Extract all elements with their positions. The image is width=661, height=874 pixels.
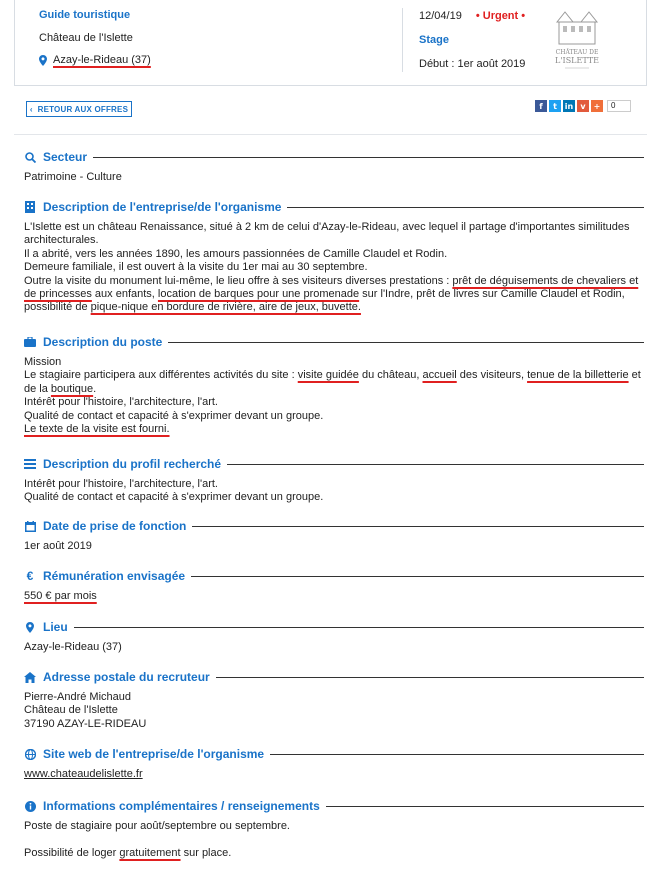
list-icon xyxy=(24,458,36,470)
header-divider xyxy=(402,8,403,72)
section-text: Intérêt pour l'histoire, l'architecture, l'art. Qualité de contact et capacité à s'exprimer devant un groupe. xyxy=(24,478,324,504)
divider xyxy=(14,134,647,135)
linkedin-icon[interactable]: in xyxy=(564,101,574,111)
section-text: L'Islette est un château Renaissance, situé à 2 km de celui d'Azay-le-Rideau, avec lequel il partage d'importantes similitudes architecturales. Il a abrité, vers les années 1890, les amours passionnées de Camille Claudel et Rodin. Demeure familiale, il est ouvert à la visite du 1er mai au 30 septembre. Outre la visite du monument lui-même, le lieu offre à ses visiteurs diverses prestations : prêt de déguisements de chevaliers et de princesses aux enfants, location de barques pour une promenade sur l'Indre, prêt de livres sur Camille Claudel et Rodin, possibilité de pique-nique en bordure de rivière, aire de jeux, buvette. xyxy=(24,221,639,314)
section-title: Description du poste xyxy=(43,335,163,349)
offer-date: 12/04/19 xyxy=(419,10,462,22)
section-text: Poste de stagiaire pour août/septembre ou septembre. Possibilité de loger gratuitement sur place. xyxy=(24,820,290,860)
section-title: Adresse postale du recruteur xyxy=(43,670,210,684)
section-adresse xyxy=(24,670,644,731)
section-date-prise-fonction xyxy=(24,519,644,553)
info-icon xyxy=(24,800,36,812)
section-remuneration xyxy=(24,569,644,603)
search-icon xyxy=(24,151,36,163)
urgent-badge: • Urgent • xyxy=(475,10,526,22)
map-pin-icon xyxy=(24,621,36,633)
company-name: Château de l'Islette xyxy=(39,32,133,44)
section-text: Azay-le-Rideau (37) xyxy=(24,641,122,653)
section-title: Secteur xyxy=(43,150,88,164)
offer-location xyxy=(39,54,151,66)
section-site-web xyxy=(24,747,644,781)
section-title: Description du profil recherché xyxy=(43,457,222,471)
section-text: Pierre-André Michaud Château de l'Islette 37190 AZAY-LE-RIDEAU xyxy=(24,691,147,730)
section-text: Patrimoine - Culture xyxy=(24,171,122,183)
section-description-poste xyxy=(24,335,644,436)
offer-start-date: Début : 1er août 2019 xyxy=(419,58,526,70)
section-infos xyxy=(24,799,644,861)
building-icon xyxy=(24,201,36,213)
offer-location-text: Azay-le-Rideau (37) xyxy=(53,54,151,66)
offer-type: Stage xyxy=(419,34,449,46)
section-title: Informations complémentaires / renseignements xyxy=(43,799,320,813)
section-text: Mission Le stagiaire participera aux différentes activités du site : visite guidée du château, accueil des visiteurs, tenue de la billetterie et de la boutique. Intérêt pour l'histoire, l'architecture, l'art. Qualité de contact et capacité à s'exprimer devant un groupe. Le texte de la visite est fourni. xyxy=(24,356,641,436)
section-profil xyxy=(24,457,644,505)
map-pin-icon xyxy=(39,55,47,66)
section-text: 550 € par mois xyxy=(24,590,97,602)
facebook-icon[interactable]: f xyxy=(535,100,547,112)
offer-category[interactable]: Guide touristique xyxy=(39,9,131,21)
section-description-entreprise xyxy=(24,200,644,315)
share-bar xyxy=(535,100,631,112)
back-to-offers-button[interactable]: ‹ RETOUR AUX OFFRES xyxy=(26,101,132,117)
svg-text:CHÂTEAU DE: CHÂTEAU DE xyxy=(555,49,599,56)
calendar-icon xyxy=(24,520,36,532)
section-title: Description de l'entreprise/de l'organisme xyxy=(43,200,282,214)
offer-header-card xyxy=(14,0,647,86)
section-title: Date de prise de fonction xyxy=(43,519,187,533)
share-count: 0 xyxy=(607,100,631,112)
website-link[interactable]: www.chateaudelislette.fr xyxy=(24,768,143,780)
twitter-icon[interactable]: t xyxy=(549,100,561,112)
section-title: Site web de l'entreprise/de l'organisme xyxy=(43,747,265,761)
section-title: Lieu xyxy=(43,620,68,634)
svg-text:L'ISLETTE: L'ISLETTE xyxy=(555,56,599,65)
euro-icon: € xyxy=(26,569,34,583)
section-secteur xyxy=(24,150,644,184)
viadeo-icon[interactable]: v xyxy=(577,100,589,112)
globe-icon xyxy=(24,748,36,760)
section-title: Rémunération envisagée xyxy=(43,569,186,583)
section-lieu xyxy=(24,620,644,654)
plus-share-icon[interactable]: + xyxy=(591,100,603,112)
home-icon xyxy=(24,671,36,683)
briefcase-icon xyxy=(24,336,36,348)
chateau-logo xyxy=(551,8,603,72)
section-text: 1er août 2019 xyxy=(24,540,92,552)
